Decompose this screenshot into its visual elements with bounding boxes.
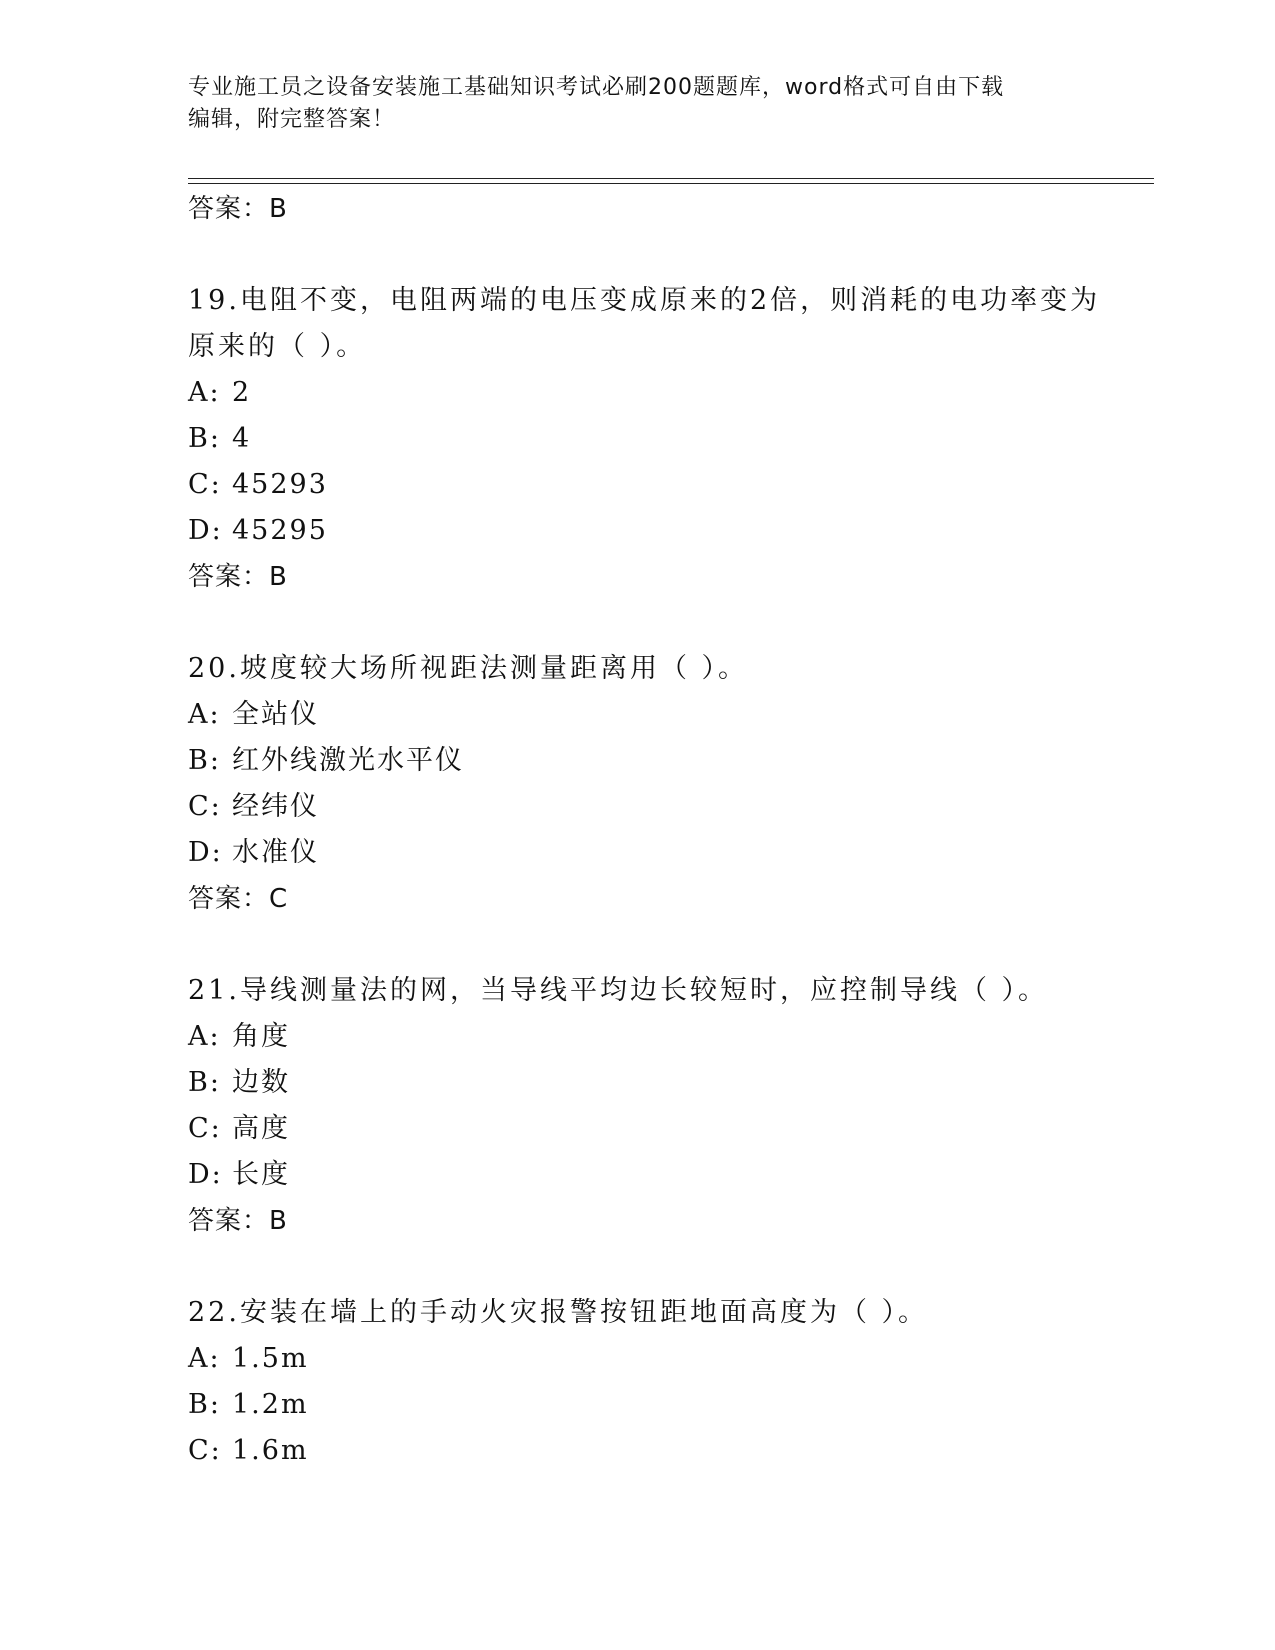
question-stem: 21.导线测量法的网，当导线平均边长较短时，应控制导线（ ）。 xyxy=(188,975,1049,1006)
option-text: 1.6m xyxy=(232,1435,309,1466)
option-key: A: xyxy=(188,699,221,730)
option-key: A: xyxy=(188,1343,221,1374)
option-c xyxy=(188,462,1148,508)
option-text: 红外线激光水平仪 xyxy=(232,745,464,776)
option-b xyxy=(188,1382,1148,1428)
question-list xyxy=(188,186,1148,1474)
option-key: C: xyxy=(188,791,222,822)
option-text: 2 xyxy=(232,377,252,408)
option-text: 水准仪 xyxy=(232,837,319,868)
question-block xyxy=(188,646,1148,922)
option-key: D: xyxy=(188,837,223,868)
question-block xyxy=(188,968,1148,1244)
question-stem: 20.坡度较大场所视距法测量距离用（ ）。 xyxy=(188,653,749,684)
option-key: A: xyxy=(188,1021,221,1052)
question-stem-continued: 原来的（ ）。 xyxy=(188,331,367,362)
question-stem: 22.安装在墙上的手动火灾报警按钮距地面高度为（ ）。 xyxy=(188,1297,929,1328)
option-text: 1.5m xyxy=(232,1343,309,1374)
option-d xyxy=(188,1152,1148,1198)
option-b xyxy=(188,416,1148,462)
answer-line: 答案：B xyxy=(188,194,288,224)
option-key: D: xyxy=(188,1159,223,1190)
document-header xyxy=(188,72,1088,136)
option-key: C: xyxy=(188,469,222,500)
option-text: 45295 xyxy=(232,515,328,546)
option-a xyxy=(188,1336,1148,1382)
option-text: 长度 xyxy=(232,1159,290,1190)
option-d xyxy=(188,830,1148,876)
option-text: 边数 xyxy=(232,1067,290,1098)
option-text: 高度 xyxy=(232,1113,290,1144)
answer-line: 答案：C xyxy=(188,884,289,914)
option-c xyxy=(188,1428,1148,1474)
option-b xyxy=(188,1060,1148,1106)
option-a xyxy=(188,370,1148,416)
header-line-2: 编辑，附完整答案！ xyxy=(188,107,396,132)
option-key: C: xyxy=(188,1113,222,1144)
option-c xyxy=(188,784,1148,830)
option-text: 角度 xyxy=(232,1021,290,1052)
answer-line: 答案：B xyxy=(188,1206,288,1236)
option-text: 1.2m xyxy=(232,1389,309,1420)
option-text: 全站仪 xyxy=(232,699,319,730)
question-block xyxy=(188,278,1148,600)
option-a xyxy=(188,692,1148,738)
option-key: B: xyxy=(188,745,221,776)
option-key: B: xyxy=(188,1067,221,1098)
option-a xyxy=(188,1014,1148,1060)
option-key: C: xyxy=(188,1435,222,1466)
header-line-1: 专业施工员之设备安装施工基础知识考试必刷200题题库，word格式可自由下载 xyxy=(188,75,1005,100)
answer-line: 答案：B xyxy=(188,562,288,592)
question-stem: 19.电阻不变，电阻两端的电压变成原来的2倍，则消耗的电功率变为 xyxy=(188,285,1101,316)
option-key: B: xyxy=(188,1389,221,1420)
option-key: D: xyxy=(188,515,223,546)
option-text: 45293 xyxy=(232,469,328,500)
header-divider-bottom xyxy=(188,183,1154,184)
option-text: 经纬仪 xyxy=(232,791,319,822)
option-key: B: xyxy=(188,423,221,454)
option-b xyxy=(188,738,1148,784)
option-c xyxy=(188,1106,1148,1152)
option-key: A: xyxy=(188,377,221,408)
option-text: 4 xyxy=(232,423,252,454)
header-divider-top xyxy=(188,178,1154,179)
option-d xyxy=(188,508,1148,554)
question-block xyxy=(188,1290,1148,1474)
